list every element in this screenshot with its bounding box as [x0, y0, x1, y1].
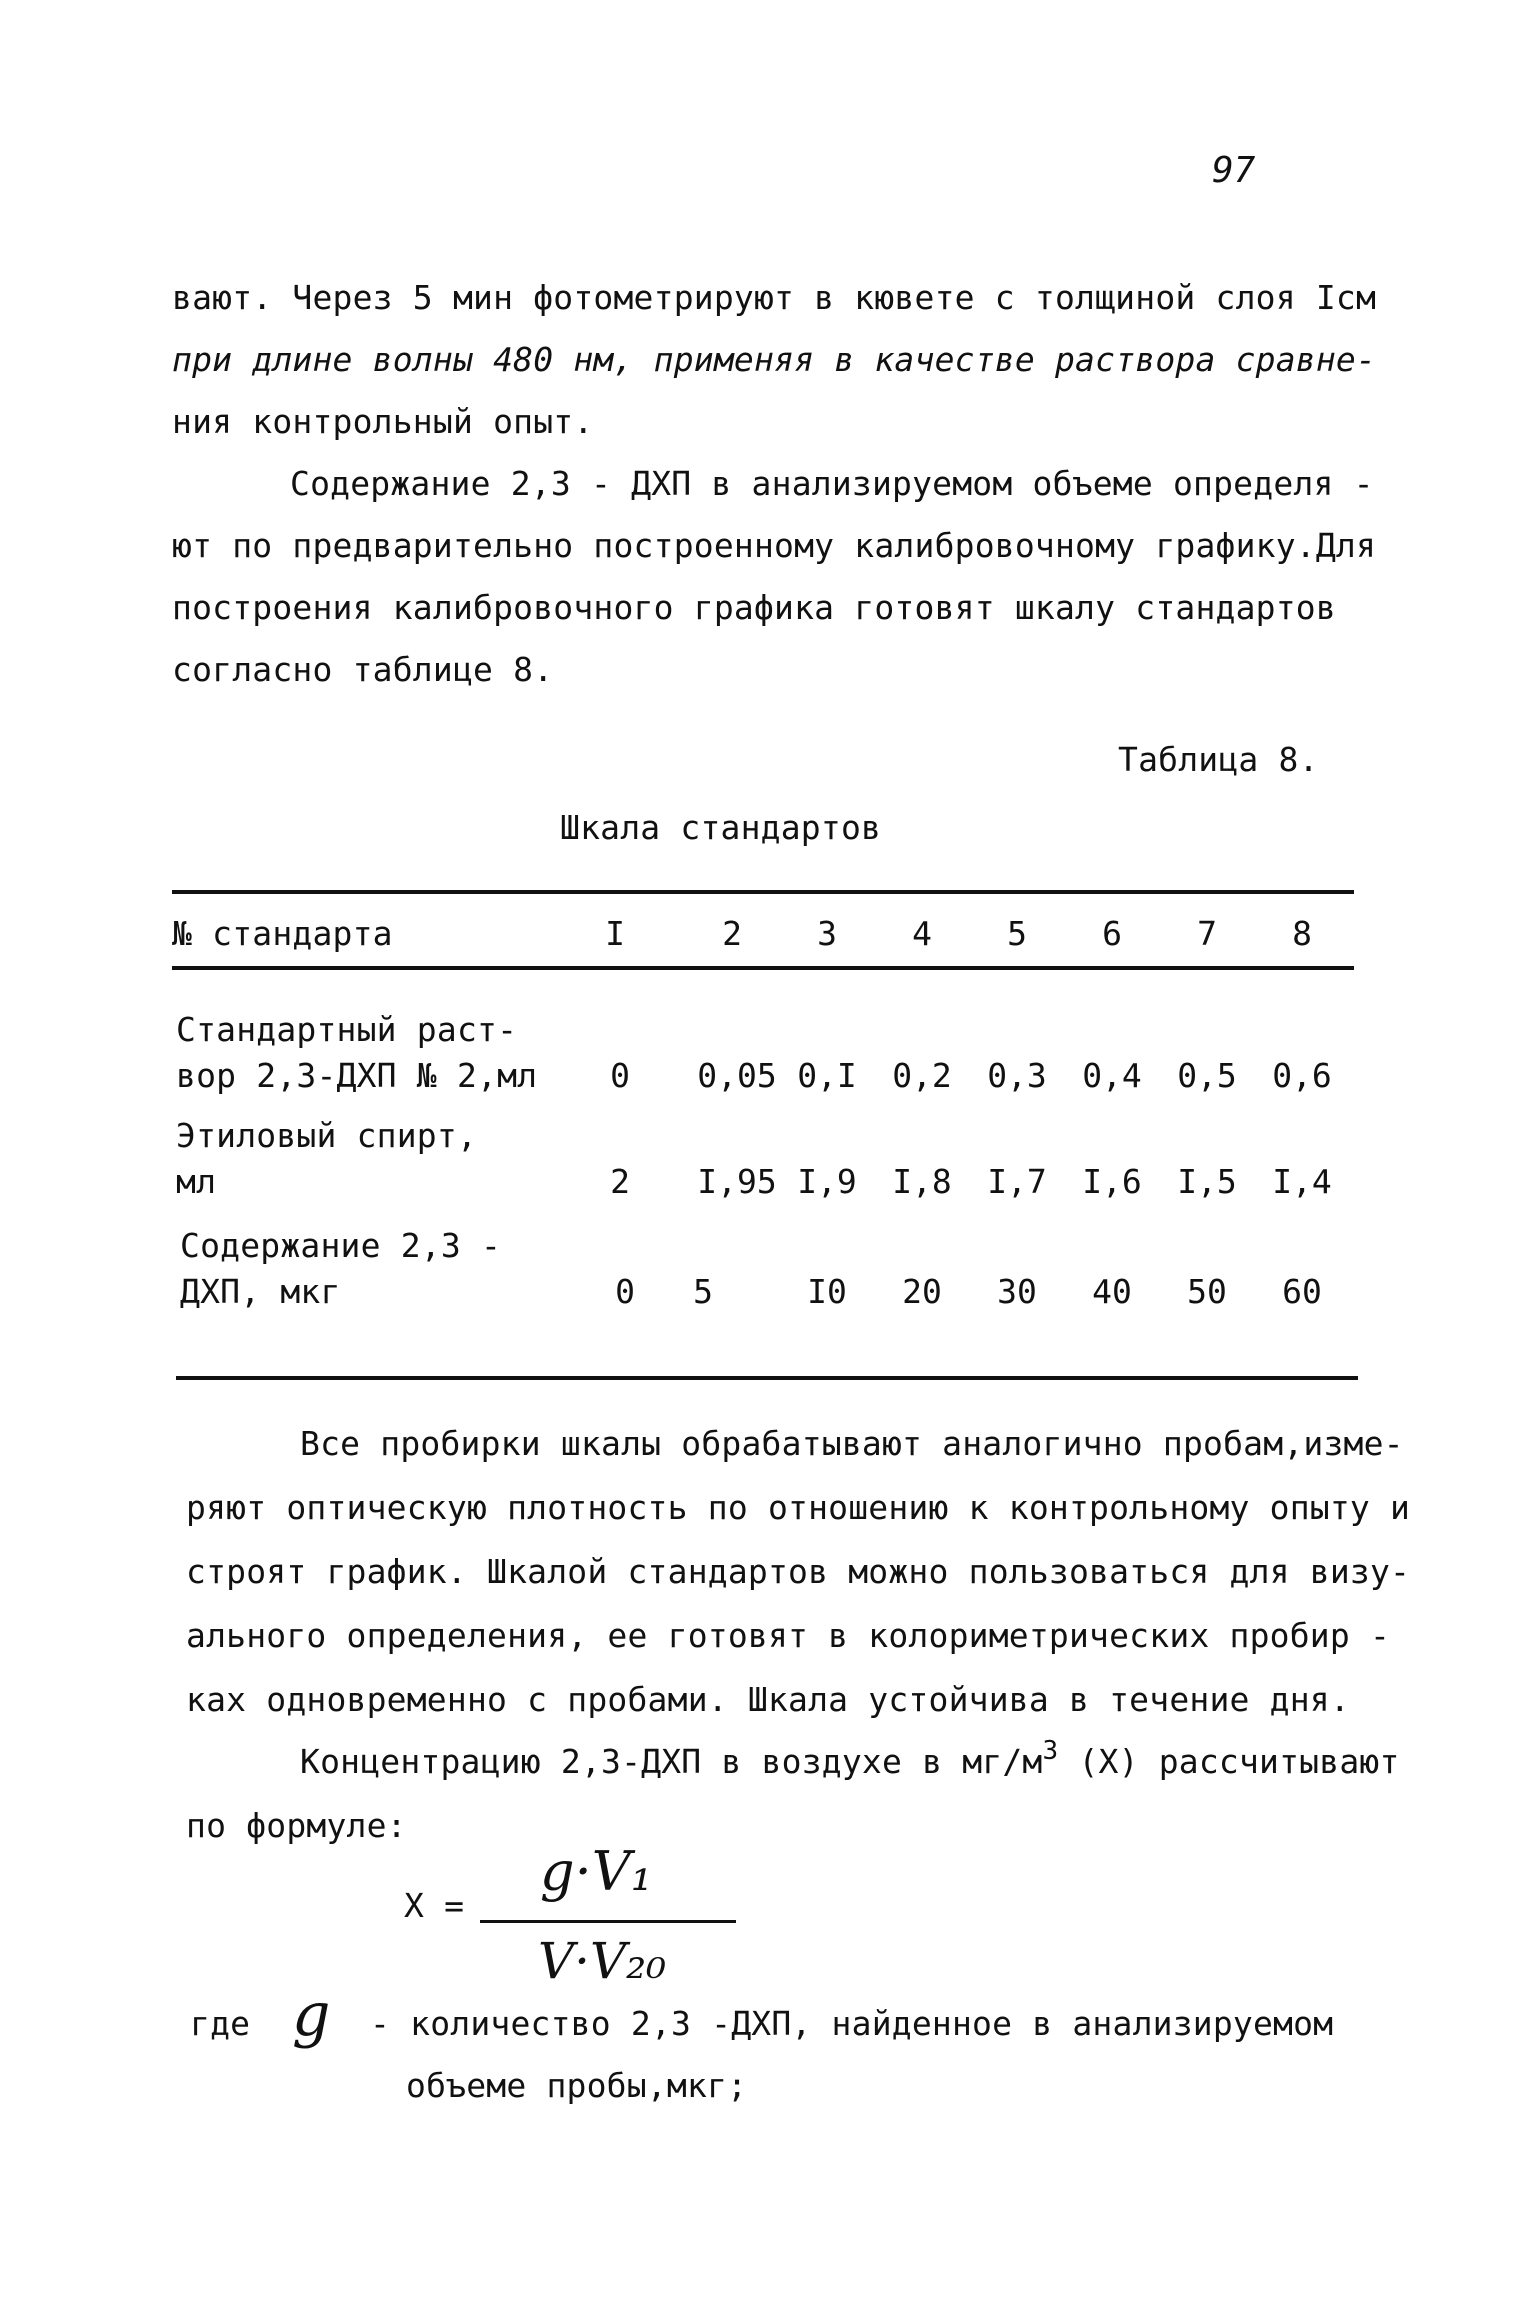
table-cell: 0,5: [1177, 1056, 1237, 1095]
table-row-label-line-1: Содержание 2,3 -: [180, 1226, 502, 1265]
where-symbol: g: [292, 1980, 331, 2050]
table-cell: 5: [693, 1272, 713, 1311]
table-cell: I0: [807, 1272, 847, 1311]
table-bottom-rule: [176, 1376, 1358, 1380]
table-cell: I,8: [892, 1162, 952, 1201]
table-cell: 40: [1092, 1272, 1132, 1311]
table-row-label-line-1: Этиловый спирт,: [176, 1116, 478, 1155]
where-word: где: [190, 2004, 251, 2043]
where-line-2: объеме пробы,мкг;: [406, 2066, 748, 2105]
table-cell: 0,6: [1272, 1056, 1332, 1095]
table-top-rule: [172, 890, 1354, 894]
paragraph-2-line-3: построения калибровочного графика готовят шкалу стандартов: [172, 588, 1336, 627]
paragraph-1-line-2: при длине волны 480 нм, применяя в качестве раствора сравне-: [172, 340, 1377, 379]
page-number: 97: [1212, 150, 1256, 191]
paragraph-3-line-4: ального определения, ее готовят в колориметрических пробир -: [186, 1616, 1391, 1655]
table-row-label-line-1: Стандартный раст-: [176, 1010, 518, 1049]
paragraph-3-line-2: ряют оптическую плотность по отношению к контрольному опыту и: [186, 1488, 1411, 1527]
table-cell: 20: [902, 1272, 942, 1311]
table-header-col: 5: [1007, 914, 1027, 953]
table-cell: 0: [615, 1272, 635, 1311]
paragraph-1-line-3: ния контрольный опыт.: [172, 402, 594, 441]
paragraph-4-line-1-text: Концентрацию 2,3-ДХП в воздухе в мг/м: [300, 1742, 1043, 1781]
table-row-label-line-2: ДХП, мкг: [180, 1272, 341, 1311]
where-line-1: - количество 2,3 -ДХП, найденное в анализируемом: [370, 2004, 1334, 2043]
paragraph-2-line-4: согласно таблице 8.: [172, 650, 554, 689]
table-row-label-line-2: вор 2,3-ДХП № 2,мл: [176, 1056, 538, 1095]
paragraph-3-line-3: строят график. Шкалой стандартов можно пользоваться для визу-: [186, 1552, 1411, 1591]
formula-lhs: X =: [404, 1886, 465, 1925]
table-cell: 2: [610, 1162, 630, 1201]
fraction-line: [480, 1920, 736, 1923]
table-cell: 30: [997, 1272, 1037, 1311]
table-header-col: 6: [1102, 914, 1122, 953]
table-cell: I,9: [797, 1162, 857, 1201]
paragraph-3-line-1: Все пробирки шкалы обрабатывают аналогично пробам,изме-: [300, 1424, 1404, 1463]
table-cell: 0: [610, 1056, 630, 1095]
table-caption: Таблица 8.: [1118, 740, 1319, 779]
table-cell: I,5: [1177, 1162, 1237, 1201]
table-cell: 0,I: [797, 1056, 857, 1095]
table-header-col: 8: [1292, 914, 1312, 953]
table-header-col: 3: [817, 914, 837, 953]
table-header-col: I: [605, 914, 625, 953]
table-cell: 60: [1282, 1272, 1322, 1311]
table-cell: I,4: [1272, 1162, 1332, 1201]
table-cell: 0,05: [697, 1056, 777, 1095]
table-header-col: 2: [722, 914, 742, 953]
table-cell: I,6: [1082, 1162, 1142, 1201]
table-cell: 0,3: [987, 1056, 1047, 1095]
table-row-label-line-2: мл: [176, 1162, 217, 1201]
table-header-label: № стандарта: [172, 914, 393, 953]
table-title: Шкала стандартов: [560, 808, 882, 847]
table-header-col: 4: [912, 914, 932, 953]
table-header-col: 7: [1197, 914, 1217, 953]
paragraph-4-line-1-tail: (X) рассчитывают: [1058, 1742, 1400, 1781]
paragraph-3-line-5: ках одновременно с пробами. Шкала устойчива в течение дня.: [186, 1680, 1350, 1719]
paragraph-2-line-2: ют по предварительно построенному калибровочному графику.Для: [172, 526, 1377, 565]
superscript-three: 3: [1042, 1736, 1059, 1766]
table-cell: 0,4: [1082, 1056, 1142, 1095]
formula-denominator: V·V₂₀: [538, 1932, 667, 1990]
table-header-rule: [172, 966, 1354, 970]
paragraph-4-line-1: [300, 1736, 1400, 1782]
table-cell: 0,2: [892, 1056, 952, 1095]
table-cell: 50: [1187, 1272, 1227, 1311]
paragraph-1-line-1: вают. Через 5 мин фотометрируют в кювете с толщиной слоя Iсм: [172, 278, 1377, 317]
paragraph-4-line-2: по формуле:: [186, 1806, 407, 1845]
table-cell: I,95: [697, 1162, 777, 1201]
table-cell: I,7: [987, 1162, 1047, 1201]
formula-numerator: g·V₁: [540, 1840, 653, 1903]
paragraph-2-line-1: Содержание 2,3 - ДХП в анализируемом объеме определя -: [290, 464, 1374, 503]
